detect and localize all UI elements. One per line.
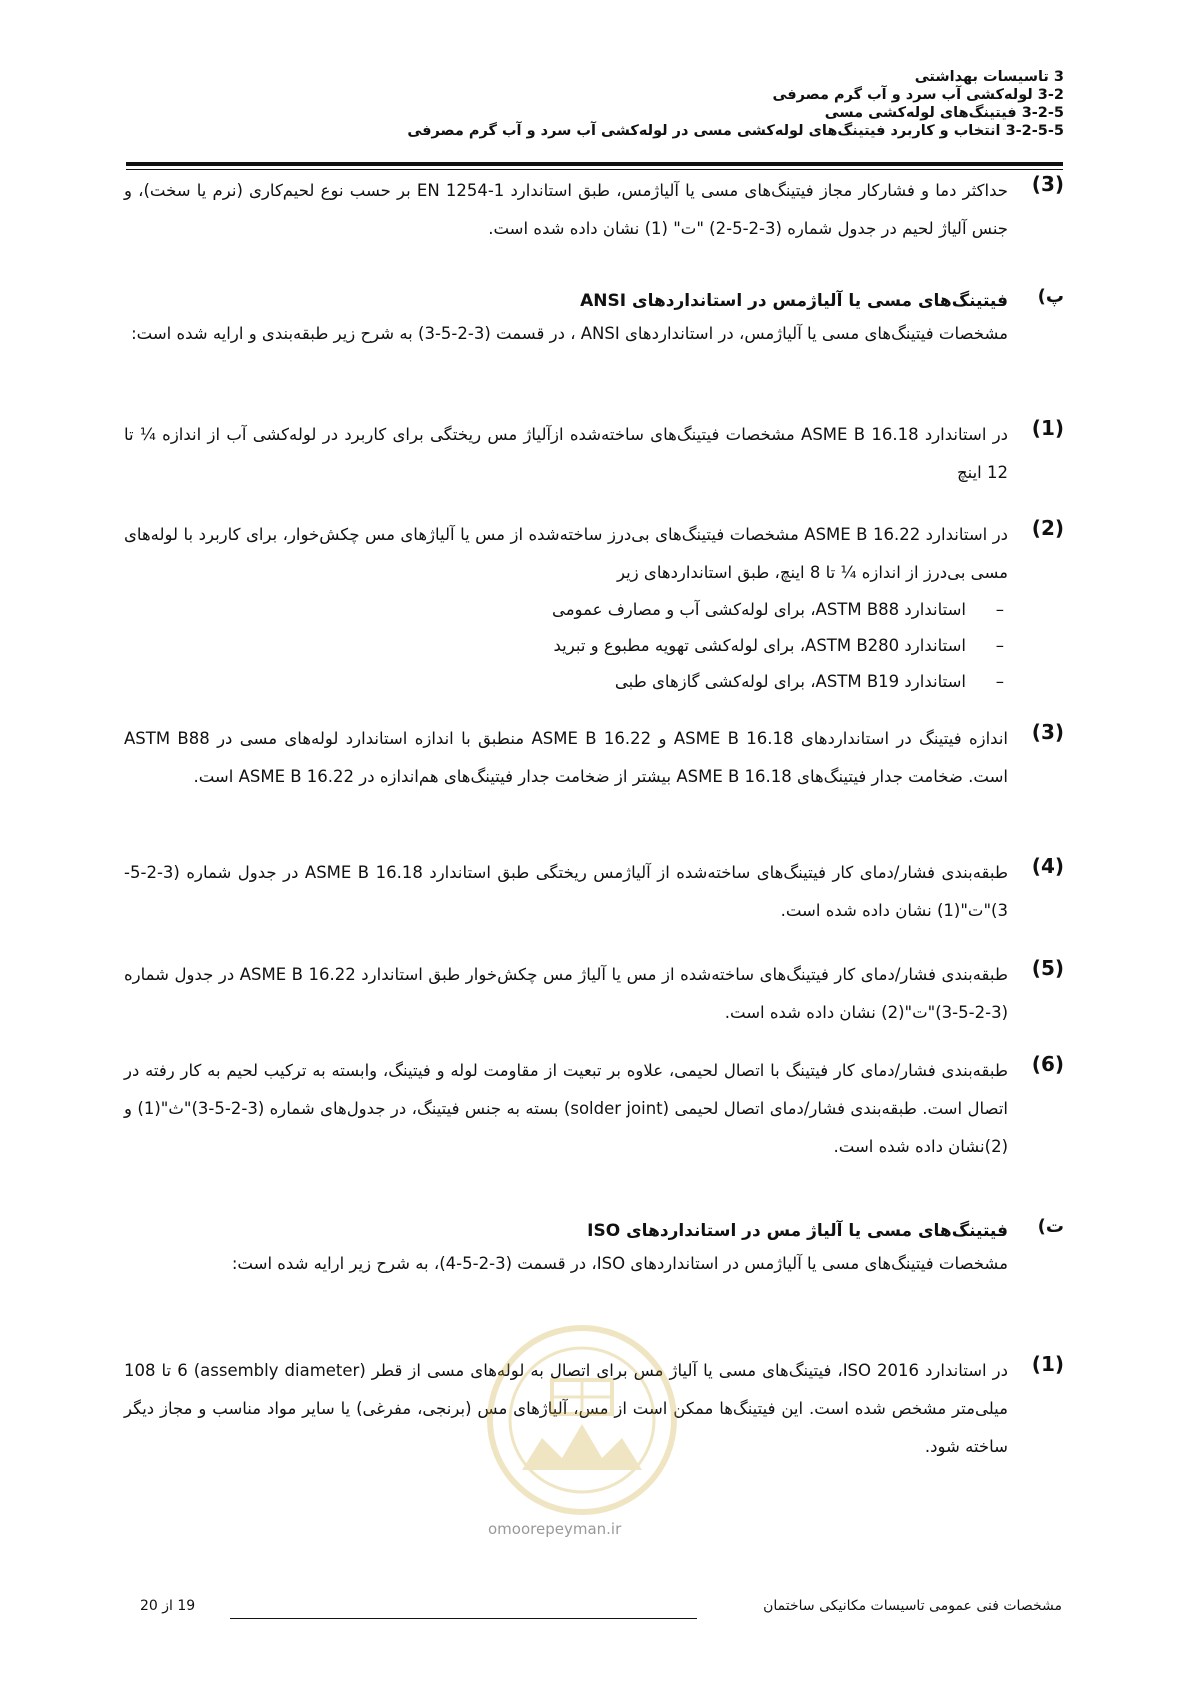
watermark-site: omoorepeyman.ir xyxy=(488,1520,622,1538)
section-letter: پ) xyxy=(1037,286,1064,307)
item-number: (1) xyxy=(1031,416,1064,440)
header-line-1: 3 تاسیسات بهداشتی xyxy=(914,69,1064,85)
dash-bullet: – xyxy=(995,672,1004,691)
list-item xyxy=(124,592,1004,628)
item-text: طبقه‌بندی فشار/دمای کار فیتینگ‌های ساخته‌شده از مس یا آلیاژ مس چکش‌خوار طبق استاندارد ASME B 16.22 در جدول شماره (3-2-5-3)"ت"(2) نشان داده شده است. xyxy=(124,965,1009,1022)
header-divider-thin xyxy=(126,169,1063,170)
item-number: (3) xyxy=(1031,720,1064,744)
dash-bullet: – xyxy=(995,600,1004,619)
item-text: در استاندارد ISO 2016، فیتینگ‌های مسی یا آلیاژ مس برای اتصال به لوله‌های مسی از قطر (assembly diameter) 6 تا 108 میلی‌متر مشخص شده است. این فیتینگ‌ها ممکن است از مس، آلیاژهای مس (برنجی، مفرغی) یا سایر مواد مناسب و مجاز دیگر ساخته شود. xyxy=(124,1361,1008,1456)
list-item xyxy=(124,956,1064,1032)
standards-list xyxy=(124,592,1064,700)
page-header xyxy=(124,68,1064,140)
section-title: فیتینگ‌های مسی یا آلیاژ مس در استانداردهای ISO xyxy=(587,1221,1008,1241)
list-item xyxy=(124,172,1064,248)
item-number: (3) xyxy=(1031,172,1064,196)
footer-title: مشخصات فنی عمومی تاسیسات مکانیکی ساختمان xyxy=(763,1598,1062,1614)
list-item xyxy=(124,720,1064,796)
sub-item-text: استاندارد ASTM B280، برای لوله‌کشی تهویه مطبوع و تبرید xyxy=(553,636,966,655)
list-item xyxy=(124,1052,1064,1166)
footer-rule xyxy=(230,1618,697,1619)
section-heading xyxy=(124,1216,1064,1246)
section-letter: ت) xyxy=(1037,1216,1064,1237)
item-text: در استاندارد ASME B 16.18 مشخصات فیتینگ‌های ساخته‌شده ازآلیاژ مس ریختگی برای کاربرد در لوله‌کشی آب از اندازه ¼ تا 12 اینچ xyxy=(124,425,1009,482)
item-number: (6) xyxy=(1031,1052,1064,1076)
item-text: طبقه‌بندی فشار/دمای کار فیتینگ با اتصال لحیمی، علاوه بر تبعیت از مقاومت لوله و فیتینگ، وابسته به ترکیب لحیم به کار رفته در اتصال است. طبقه‌بندی فشار/دمای اتصال لحیمی (solder joint) بسته به جنس فیتینگ، در جدول‌های شماره (3-2-5-3)"ث"(1) و (2)نشان داده شده است. xyxy=(124,1061,1008,1156)
item-text: اندازه فیتینگ در استانداردهای ASME B 16.18 و ASME B 16.22 منطبق با اندازه استاندارد لوله‌های مسی در ASTM B88 است. ضخامت جدار فیتینگ‌های ASME B 16.18 بیشتر از ضخامت جدار فیتینگ‌های هم‌اندازه در ASME B 16.22 است. xyxy=(124,729,1009,786)
watermark-logo xyxy=(482,1320,682,1520)
item-number: (1) xyxy=(1031,1352,1064,1376)
section-intro: مشخصات فیتینگ‌های مسی یا آلیاژمس، در استانداردهای ANSI ، در قسمت (3-2-5-3) به شرح زیر طبقه‌بندی و ارایه شده است: xyxy=(131,324,1008,343)
section-intro: مشخصات فیتینگ‌های مسی یا آلیاژمس در استانداردهای ISO، در قسمت (3-2-5-4)، به شرح زیر ارایه شده است: xyxy=(231,1254,1008,1273)
page-footer xyxy=(140,1598,1062,1628)
list-item xyxy=(124,516,1064,700)
item-text: حداکثر دما و فشارکار مجاز فیتینگ‌های مسی یا آلیاژمس، طبق استاندارد EN 1254-1 بر حسب نوع لحیم‌کاری (نرم یا سخت)، و جنس آلیاژ لحیم در جدول شماره (3-2-5-2) "ت" (1) نشان داده شده است. xyxy=(124,181,1008,238)
header-line-4: 3-2-5-5 انتخاب و کاربرد فیتینگ‌های لوله‌کشی مسی در لوله‌کشی آب سرد و آب گرم مصرفی xyxy=(407,123,1064,139)
item-number: (5) xyxy=(1031,956,1064,980)
item-text: طبقه‌بندی فشار/دمای کار فیتینگ‌های ساخته‌شده از آلیاژمس ریختگی طبق استاندارد ASME B 16.18 در جدول شماره (3-2-5-3)"ت"(1) نشان داده شده است. xyxy=(124,863,1008,920)
dash-bullet: – xyxy=(995,636,1004,655)
item-number: (2) xyxy=(1031,516,1064,540)
list-item xyxy=(124,628,1004,664)
header-divider-thick xyxy=(126,162,1063,166)
list-item xyxy=(124,416,1064,492)
header-line-3: 3-2-5 فیتینگ‌های لوله‌کشی مسی xyxy=(824,105,1064,121)
item-number: (4) xyxy=(1031,854,1064,878)
page-number: 19 از 20 xyxy=(140,1598,196,1614)
sub-item-text: استاندارد ASTM B88، برای لوله‌کشی آب و مصارف عمومی xyxy=(551,600,966,619)
header-line-2: 3-2 لوله‌کشی آب سرد و آب گرم مصرفی xyxy=(772,87,1064,103)
list-item xyxy=(124,854,1064,930)
section-title: فیتینگ‌های مسی یا آلیاژمس در استانداردهای ANSI xyxy=(580,291,1008,311)
section-heading xyxy=(124,286,1064,316)
list-item xyxy=(124,664,1004,700)
item-text: در استاندارد ASME B 16.22 مشخصات فیتینگ‌های بی‌درز ساخته‌شده از مس یا آلیاژهای مس چکش‌خوار، برای کاربرد با لوله‌های مسی بی‌درز از اندازه ¼ تا 8 اینچ، طبق استانداردهای زیر xyxy=(124,525,1009,582)
sub-item-text: استاندارد ASTM B19، برای لوله‌کشی گازهای طبی xyxy=(614,672,966,691)
